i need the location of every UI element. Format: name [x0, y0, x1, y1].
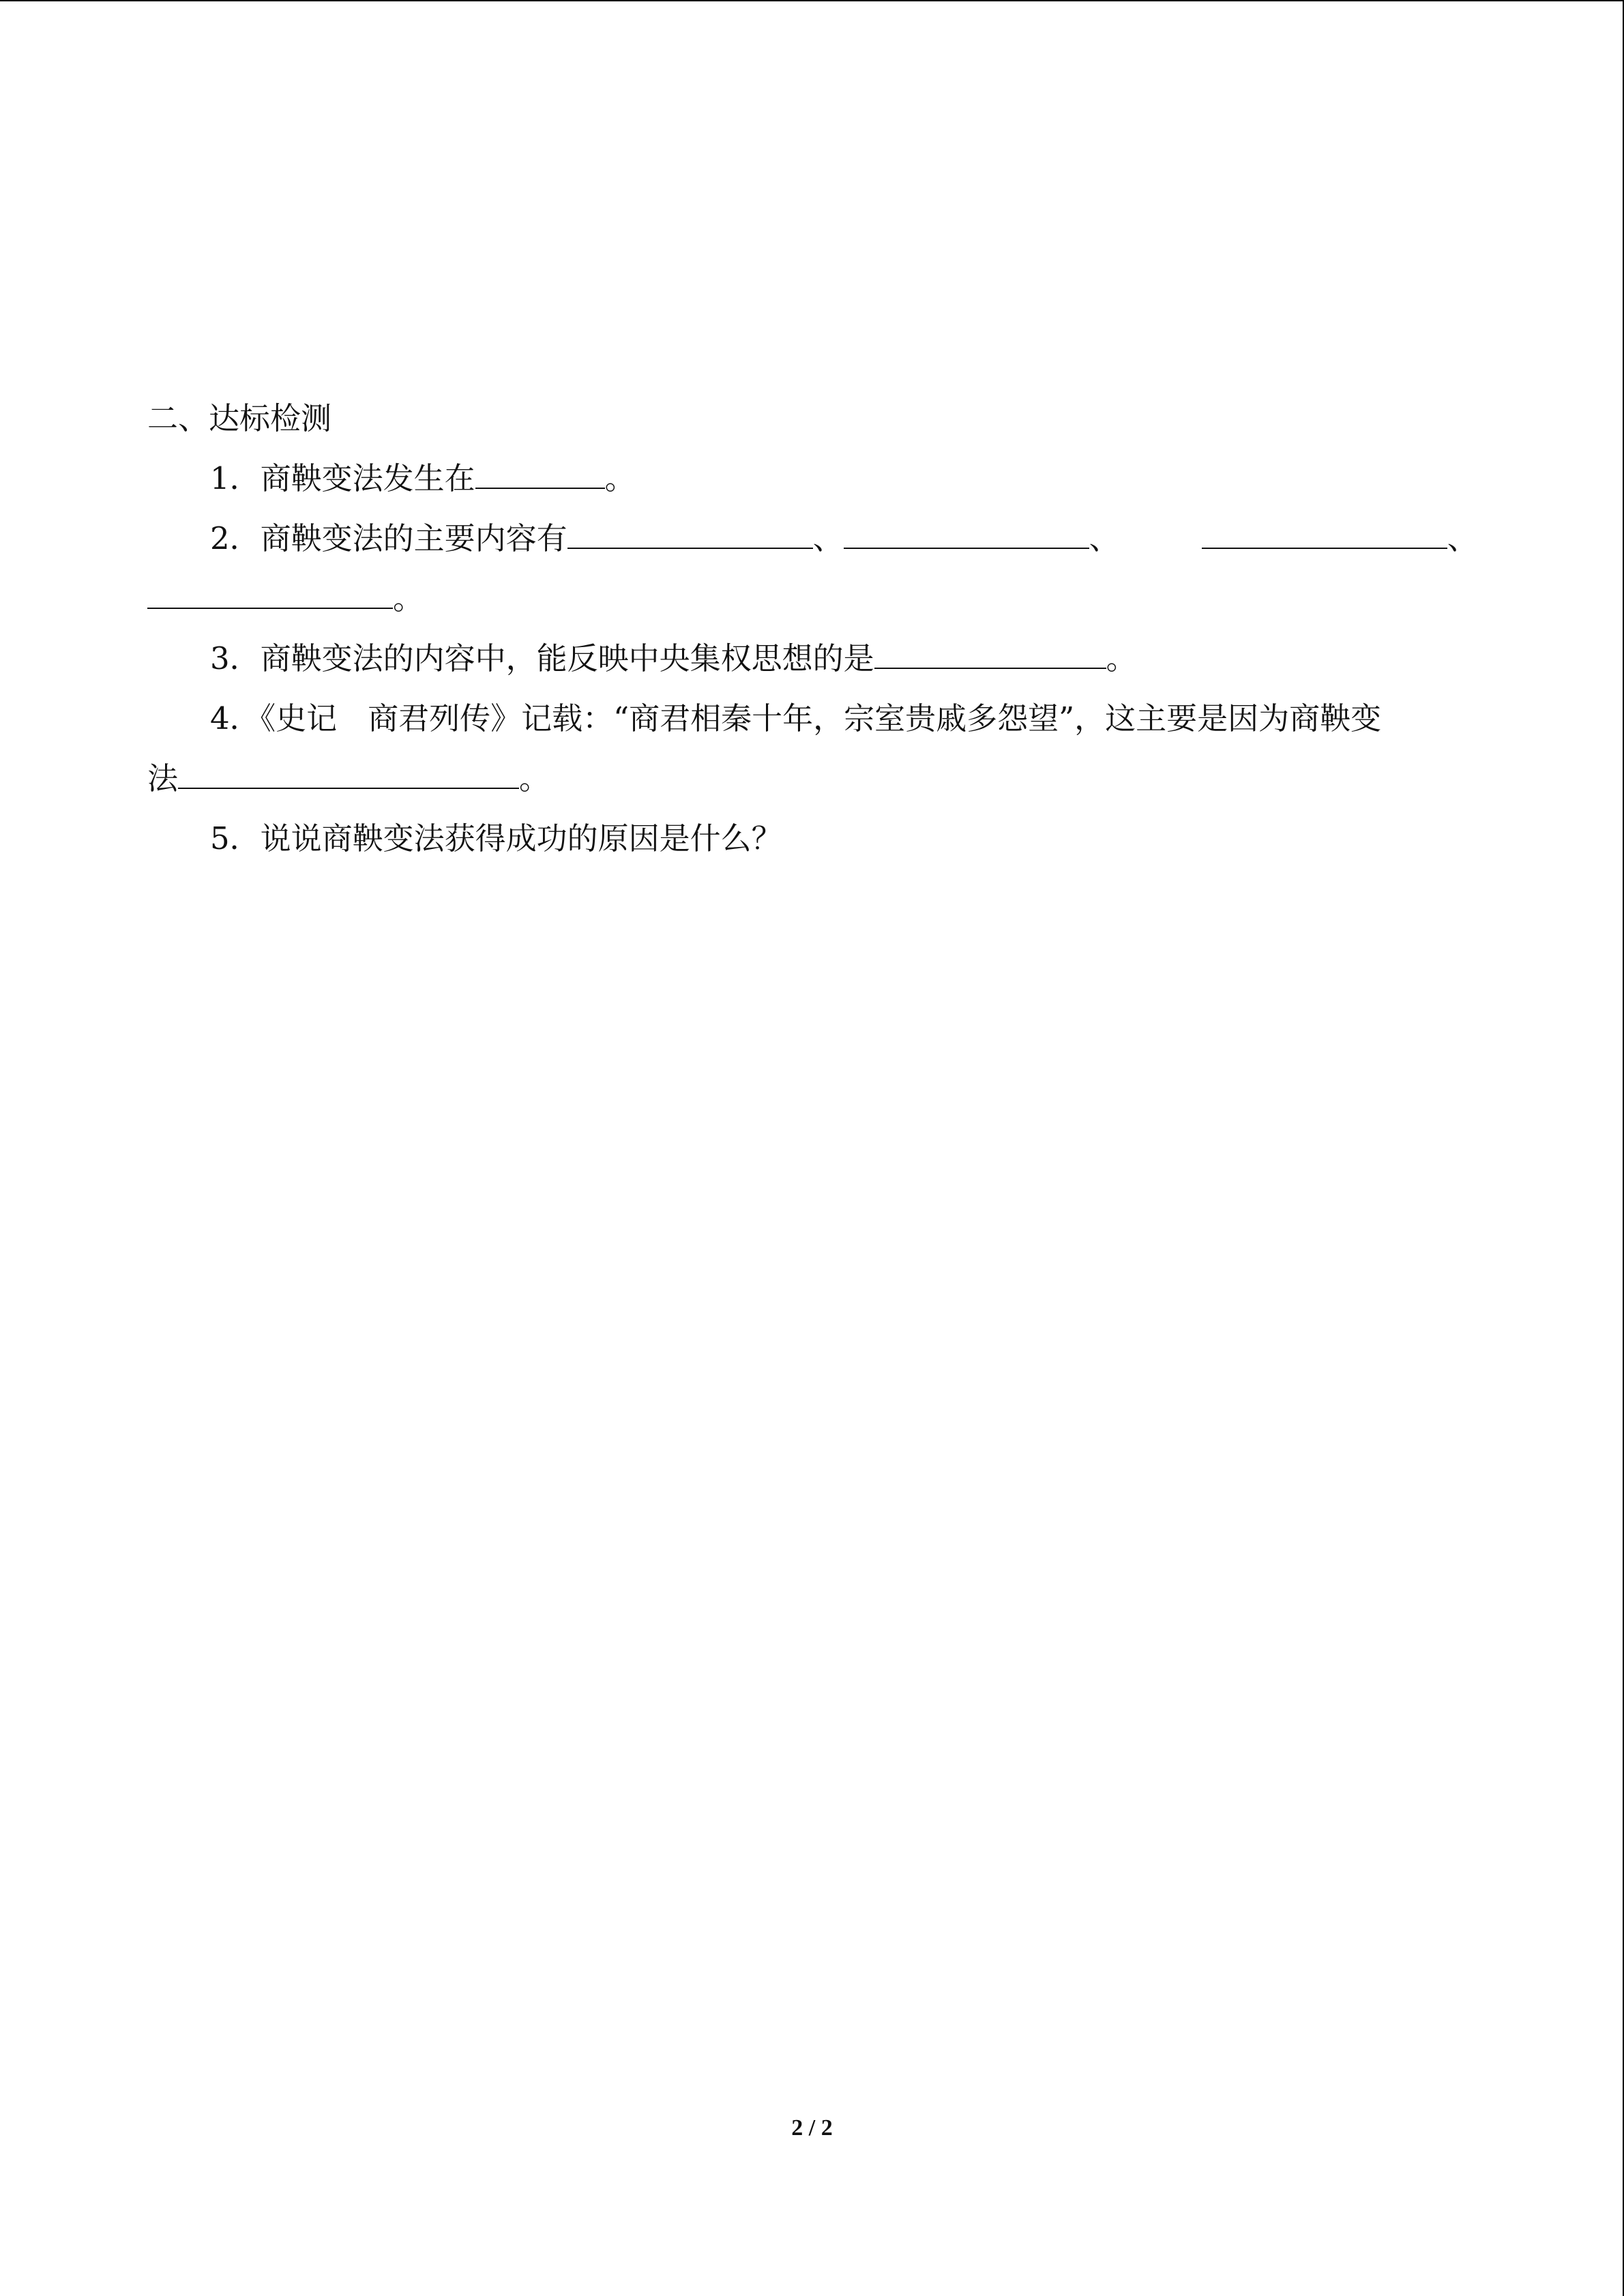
question-3: [147, 629, 1484, 689]
exercise-section: [147, 389, 1484, 869]
question-2-answer-blank-1[interactable]: [567, 516, 813, 549]
question-1-end: 。: [604, 460, 636, 496]
question-2-separator-3: 、: [1447, 520, 1478, 556]
question-1-answer-blank[interactable]: [475, 456, 605, 489]
question-2-answer-blank-3[interactable]: [1202, 516, 1447, 549]
question-3-number: 3．: [210, 640, 261, 676]
question-2-separator-1: 、: [812, 520, 844, 556]
question-1: [147, 449, 1484, 509]
question-5-number: 5．: [210, 820, 261, 856]
question-2-continued: [147, 569, 1484, 629]
question-3-end: 。: [1106, 640, 1137, 676]
page-number: 2 / 2: [791, 2115, 833, 2141]
question-2-text: 商鞅变法的主要内容有: [260, 520, 567, 556]
question-3-text: 商鞅变法的内容中，能反映中央集权思想的是: [260, 640, 874, 676]
question-2: [147, 509, 1484, 569]
question-4: [147, 689, 1484, 749]
question-5-text: 说说商鞅变法获得成功的原因是什么？: [260, 820, 782, 856]
question-2-end: 。: [393, 580, 424, 616]
question-4-text: 《史记 商君列传》记载：“商君相秦十年，宗室贵戚多怨望”，这主要是因为商鞅变: [260, 700, 1382, 736]
question-1-number: 1．: [210, 460, 261, 496]
question-1-text: 商鞅变法发生在: [260, 460, 475, 496]
question-4-number: 4．: [210, 700, 261, 736]
question-2-answer-blank-4[interactable]: [147, 576, 393, 609]
question-2-number: 2．: [210, 520, 261, 556]
question-2-separator-2: 、: [1089, 520, 1120, 556]
question-2-answer-blank-2[interactable]: [844, 516, 1089, 549]
section-title-text: 二、达标检测: [147, 400, 332, 436]
question-4-continued: [147, 749, 1484, 809]
question-4-text-line2: 法: [147, 760, 179, 796]
question-4-answer-blank[interactable]: [178, 756, 519, 789]
question-5: [147, 809, 1484, 869]
section-title: [147, 389, 1484, 449]
question-4-end: 。: [519, 760, 550, 796]
question-3-answer-blank[interactable]: [874, 636, 1106, 669]
